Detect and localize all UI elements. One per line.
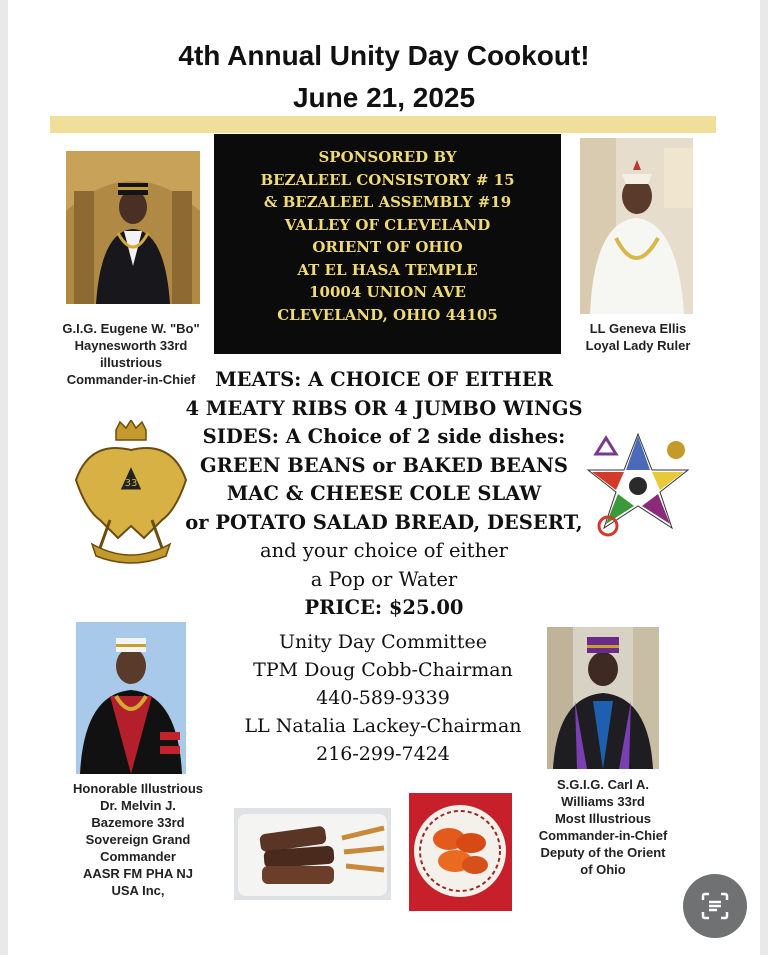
menu-line: GREEN BEANS or BAKED BEANS: [200, 453, 568, 477]
sponsor-line: VALLEY OF CLEVELAND: [284, 215, 491, 234]
event-date: June 21, 2025: [292, 82, 476, 113]
menu-line: 4 MEATY RIBS OR 4 JUMBO WINGS: [185, 396, 583, 420]
accent-bar: [50, 116, 716, 133]
sponsor-line: & BEZALEEL ASSEMBLY #19: [263, 193, 512, 211]
committee-block: [210, 628, 556, 768]
caption-bottom-left: Honorable Illustrious Dr. Melvin J. Bazemore 33rd Sovereign Grand Commander AASR FM PHA NJ USA Inc,: [72, 781, 203, 898]
sponsor-line: BEZALEEL CONSISTORY # 15: [260, 170, 515, 189]
double-headed-eagle-icon: [70, 420, 192, 568]
menu-line: or POTATO SALAD BREAD, DESERT,: [185, 510, 583, 534]
menu-line: MEATS: A CHOICE OF EITHER: [215, 368, 553, 391]
committee-line: LL Natalia Lackey-Chairman: [244, 715, 522, 737]
menu-block: [170, 366, 598, 623]
portrait-eugene-haynesworth: [66, 151, 200, 304]
committee-phone: 216-299-7424: [316, 743, 450, 765]
committee-line: TPM Doug Cobb-Chairman: [253, 659, 513, 681]
menu-line: MAC & CHEESE COLE SLAW: [226, 482, 542, 505]
svg-text:33: 33: [124, 478, 138, 489]
wings-photo: [409, 793, 512, 911]
portrait-carl-williams: [547, 627, 659, 769]
text-scan-icon: [683, 874, 747, 938]
sponsor-line: CLEVELAND, OHIO 44105: [277, 305, 498, 324]
committee-line: Unity Day Committee: [279, 631, 487, 653]
menu-line: SIDES: A Choice of 2 side dishes:: [202, 425, 566, 448]
sponsor-line: SPONSORED BY: [318, 148, 457, 166]
sponsor-line: AT EL HASA TEMPLE: [297, 260, 478, 279]
committee-phone: 440-589-9339: [316, 687, 450, 709]
portrait-melvin-bazemore: [76, 622, 186, 774]
sponsor-line: 10004 UNION AVE: [309, 283, 466, 301]
sponsor-box: [214, 134, 561, 354]
text-scan-button[interactable]: [683, 874, 747, 938]
portrait-geneva-ellis: [580, 138, 693, 314]
sponsor-line: ORIENT OF OHIO: [312, 238, 463, 256]
menu-price: PRICE: $25.00: [304, 596, 464, 619]
event-title: 4th Annual Unity Day Cookout!: [178, 40, 590, 71]
eastern-star-icon: [584, 430, 692, 542]
menu-line: and your choice of either: [259, 539, 508, 562]
caption-bottom-right: S.G.I.G. Carl A. Williams 33rd Most Illustrious Commander-in-Chief Deputy of the Orient of Ohio: [538, 777, 668, 877]
caption-top-right: LL Geneva Ellis Loyal Lady Ruler: [585, 321, 691, 353]
menu-line: a Pop or Water: [310, 567, 458, 591]
caption-top-left: G.I.G. Eugene W. "Bo" Haynesworth 33rd illustrious Commander-in-Chief: [62, 321, 200, 387]
ribs-photo: [234, 808, 391, 900]
